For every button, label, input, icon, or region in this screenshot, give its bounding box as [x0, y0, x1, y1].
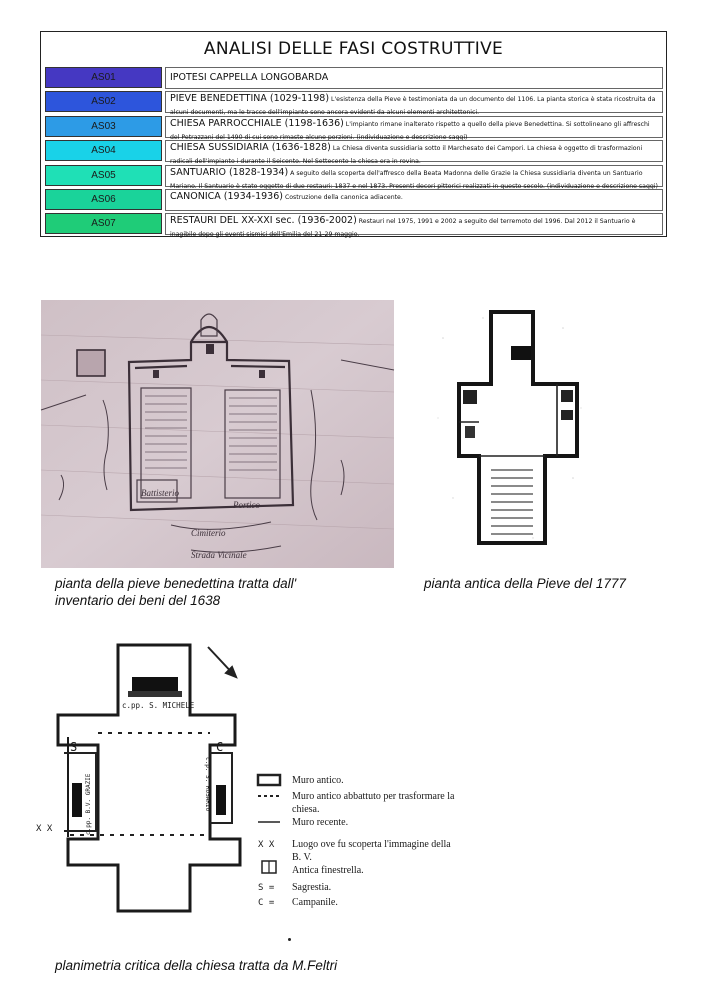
phases-table [40, 31, 667, 237]
plan-1777-image [423, 298, 593, 556]
sketch-word-cimiterio: Cimiterio [191, 528, 226, 538]
phase-code: AS01 [45, 67, 162, 88]
phase-text: L'impianto rimane inalterato rispetto a quello della pieve Benedettina. Si sottolineano gli affreschi del Petrazzani del 1490 di cui sono rimaste alcune porzioni. (individuazione e descrizione saggi) [170, 120, 650, 141]
phases-rows [41, 66, 666, 237]
critical-plan-image [36, 637, 540, 947]
phase-name: CANONICA (1934-1936) [170, 190, 283, 202]
chapel-top-label: c.pp. S. MICHELE [122, 701, 195, 710]
phase-name: PIEVE BENEDETTINA (1029-1198) [170, 93, 330, 105]
phase-description [165, 213, 663, 239]
phase-row [41, 90, 666, 117]
phase-code: AS07 [45, 213, 162, 234]
phase-row [41, 139, 666, 166]
phase-description [165, 91, 663, 117]
legend-symbol-c: C = [258, 898, 275, 908]
legend-item-text: Luogo ove fu scoperta l'immagine della B. V. [292, 839, 451, 863]
sketch-caption [55, 575, 296, 609]
phase-code: AS02 [45, 91, 162, 112]
legend-item-text: Muro antico abbattuto per trasformare la chiesa. [292, 791, 455, 815]
phase-text: La Chiesa diventa sussidiaria sotto il Marchesato dei Campori. La chiesa è oggetto di trasformazioni radicali dell'impianto i durante il Seicento. Nel Settecento la chiesa era in rovina. [170, 145, 643, 166]
legend-item-text: Campanile. [292, 897, 338, 908]
legend-symbol-s: S = [258, 883, 275, 893]
sketch-caption-line2: inventario dei beni del 1638 [55, 593, 221, 608]
phase-text: A seguito della scoperta dell'affresco della Beata Madonna delle Grazie la Chiesa sussidiaria diventa un Santuario Mariano. Il Santuario è stato oggetto di due restauri: 1837 e nel 1873. Presenti decori pittorici realizzati in questo secolo. (individuazione e descrizione saggi) [170, 169, 658, 190]
phase-text: Costruzione della canonica adiacente. [282, 193, 403, 201]
chapel-right-label: c.p. S. ROSARIO [204, 757, 211, 812]
dot-mark [288, 938, 291, 941]
legend-item-text: Sagrestia. [292, 882, 332, 893]
sketch-1638-image [41, 300, 394, 568]
phase-row [41, 164, 666, 188]
bell-tower-marker: C [216, 740, 224, 754]
phase-row [41, 115, 666, 139]
sketch-word-battisterio: Battisterio [141, 488, 179, 498]
table-title: ANALISI DELLE FASI COSTRUTTIVE [203, 39, 504, 59]
phase-name: SANTUARIO (1828-1934) [170, 166, 289, 178]
phase-row [41, 188, 666, 212]
legend-item-text: Antica finestrella. [292, 865, 364, 876]
phase-row [41, 212, 666, 239]
phase-code: AS05 [45, 165, 162, 186]
phase-name: RESTAURI DEL XX-XXI sec. (1936-2002) [170, 215, 357, 227]
sketch-caption-line1: pianta della pieve benedettina tratta dall' [55, 576, 297, 591]
phase-description [165, 67, 663, 89]
legend-symbol-xx: X X [258, 840, 275, 850]
phase-name: CHIESA PARROCCHIALE (1198-1636) [170, 117, 344, 129]
sacristy-marker: S [70, 740, 78, 754]
sketch-word-portico: Portico [233, 500, 260, 510]
xx-marker: X X [36, 824, 53, 834]
phase-description [165, 165, 663, 190]
phase-name: CHIESA SUSSIDIARIA (1636-1828) [170, 142, 331, 154]
legend-item-text: Muro antico. [292, 775, 344, 786]
chapel-left-label: c.pp. B.V. GRAZIE [85, 773, 92, 835]
phase-description [165, 189, 663, 211]
phase-name: IPOTESI CAPPELLA LONGOBARDA [170, 72, 329, 83]
phase-code: AS06 [45, 189, 162, 210]
legend-item-text: Muro recente. [292, 817, 349, 828]
phase-code: AS03 [45, 116, 162, 137]
critical-plan-caption: planimetria critica della chiesa tratta da M.Feltri [55, 958, 338, 973]
sketch-word-strada: Strada Vicinale [191, 550, 247, 560]
phase-row [41, 66, 666, 90]
phase-description [165, 116, 663, 141]
phase-code: AS04 [45, 140, 162, 161]
phase-text: L'esistenza della Pieve è testimoniata da un documento del 1106. La pianta storica è stata ricostruita da alcuni documenti, ma le tracce dell'impianto sono ancora evidenti da alcuni elementi architettonici. [170, 96, 656, 117]
plan-1777-caption: pianta antica della Pieve del 1777 [424, 576, 626, 591]
phase-description [165, 140, 663, 166]
phase-text: Restauri nel 1975, 1991 e 2002 a seguito del terremoto del 1996. Dal 2012 il Santuario è inagibile dopo gli eventi sismici dell'Emilia del 21-29 maggio. [170, 218, 636, 239]
